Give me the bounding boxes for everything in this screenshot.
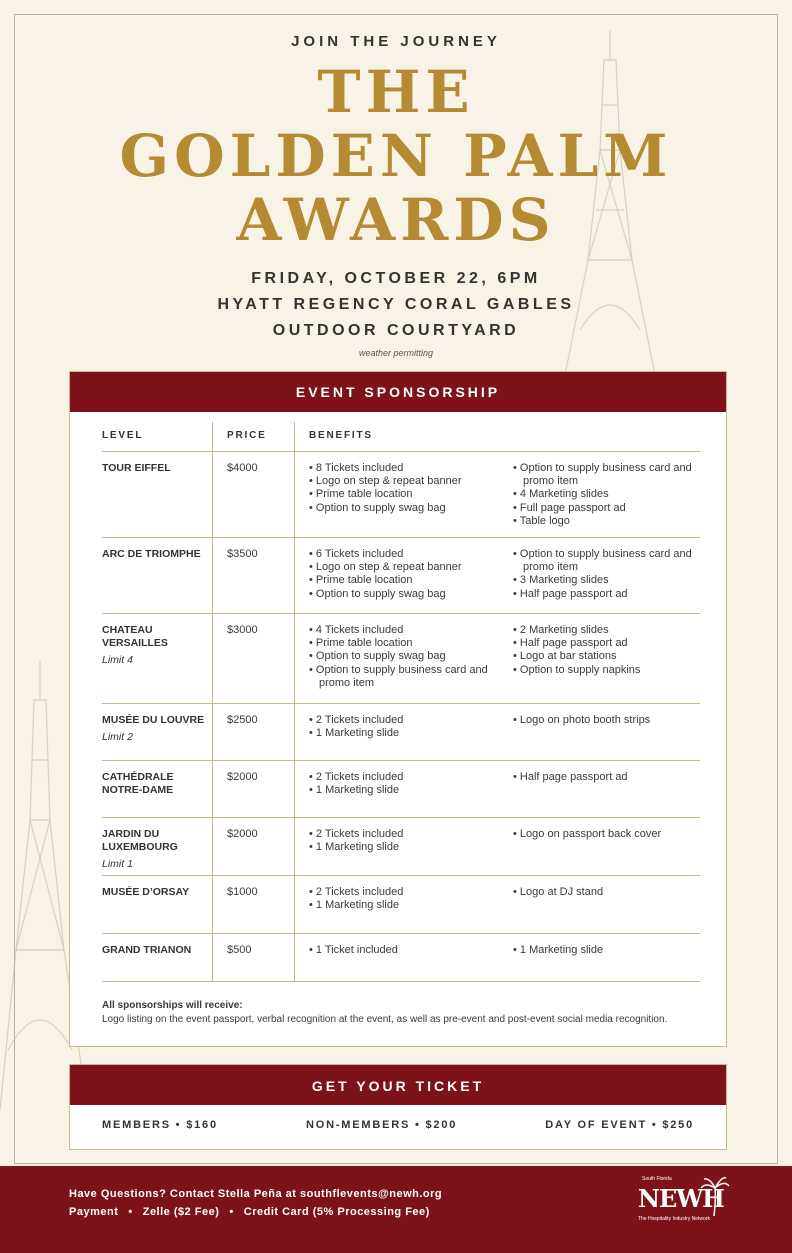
benefit-item: • Option to supply business card and promo item [513,462,700,488]
sponsor-level [102,761,212,817]
sponsor-level-name: MUSÉE DU LOUVRE [102,714,205,726]
sponsor-level [102,538,212,613]
column-header-level: LEVEL [102,430,144,441]
benefits-right-list [513,771,700,817]
benefits-right-list [513,828,700,875]
logo-name: NEWH [638,1184,724,1213]
sponsor-level-name: CHATEAU VERSAILLES [102,624,168,649]
benefit-item: • Logo at bar stations [513,650,700,663]
sponsor-level-name: GRAND TRIANON [102,944,192,956]
benefit-item: • Option to supply swag bag [309,650,513,663]
weather-note: weather permitting [358,348,434,358]
benefits-left-list [309,548,513,613]
benefit-item: • Option to supply business card and promo item [309,664,513,690]
benefit-item: • Half page passport ad [513,588,700,601]
title-line-2: GOLDEN PALM [119,122,673,190]
sponsor-level-name: JARDIN DU LUXEMBOURG [102,828,178,853]
event-venue: HYATT REGENCY CORAL GABLES [217,296,575,313]
sponsor-benefits [294,704,700,760]
benefit-item: • Prime table location [309,574,513,587]
benefit-item: • 2 Tickets included [309,714,513,727]
sponsor-level-name: CATHÉDRALE NOTRE-DAME [102,771,174,796]
benefit-item: • 4 Marketing slides [513,488,700,501]
sponsor-level [102,452,212,537]
benefits-left-list [309,944,513,981]
logo-tagline: The Hospitality Industry Network [638,1216,710,1222]
benefit-item: • 2 Tickets included [309,828,513,841]
sponsor-level [102,876,212,933]
sponsor-price: $500 [212,934,294,981]
benefit-item: • 1 Marketing slide [309,899,513,912]
sponsor-price: $2000 [212,818,294,875]
note-title: All sponsorships will receive: [102,1000,243,1011]
benefit-item: • Table logo [513,515,700,528]
sponsor-benefits [294,934,700,981]
benefits-left-list [309,828,513,875]
sponsor-limit: Limit 4 [102,654,133,666]
members-price: MEMBERS • $160 [102,1119,218,1131]
benefit-item: • 4 Tickets included [309,624,513,637]
payment-zelle: Zelle ($2 Fee) [142,1206,220,1218]
benefits-right-list [513,714,700,760]
table-row [102,934,700,982]
benefit-item: • 8 Tickets included [309,462,513,475]
benefit-item: • Logo on step & repeat banner [309,561,513,574]
sponsor-level-name: TOUR EIFFEL [102,462,171,474]
benefits-right-list [513,886,700,933]
sponsor-level-name: MUSÉE D’ORSAY [102,886,190,898]
table-row [102,614,700,704]
benefits-left-list [309,624,513,703]
logo-chapter: South Florida [642,1176,672,1182]
sponsor-price: $3000 [212,614,294,703]
footer [0,1166,792,1253]
benefit-item: • Half page passport ad [513,637,700,650]
table-row [102,452,700,538]
title-line-1: THE [317,58,475,126]
benefit-item: • 6 Tickets included [309,548,513,561]
benefit-item: • 1 Marketing slide [513,944,700,957]
table-row [102,704,700,761]
bullet-separator: • [128,1206,133,1218]
benefits-left-list [309,462,513,537]
sponsor-price: $3500 [212,538,294,613]
column-header-price: PRICE [212,422,294,451]
table-row [102,538,700,614]
event-date: FRIDAY, OCTOBER 22, 6PM [251,270,541,287]
contact-text: Have Questions? Contact Stella Peña at southflevents@newh.org [69,1188,443,1200]
sponsor-price: $4000 [212,452,294,537]
payment-card: Credit Card (5% Processing Fee) [243,1206,430,1218]
sponsor-benefits [294,818,700,875]
day-of-event-price: DAY OF EVENT • $250 [545,1119,694,1131]
benefit-item: • Logo on photo booth strips [513,714,700,727]
benefits-right-list [513,944,700,981]
sponsor-benefits [294,761,700,817]
table-header [102,422,700,452]
column-header-benefits: BENEFITS [294,422,700,451]
benefit-item: • Logo at DJ stand [513,886,700,899]
sponsor-limit: Limit 1 [102,858,133,870]
ticket-card [69,1064,727,1150]
ticket-heading: GET YOUR TICKET [70,1065,726,1105]
sponsor-level-name: ARC DE TRIOMPHE [102,548,201,560]
benefit-item: • 2 Marketing slides [513,624,700,637]
table-row [102,761,700,818]
sponsorship-heading: EVENT SPONSORSHIP [70,372,726,412]
sponsor-benefits [294,452,700,537]
sponsor-level [102,934,212,981]
event-title [0,60,792,252]
sponsor-price: $2500 [212,704,294,760]
newh-logo [638,1176,738,1236]
benefit-item: • 2 Tickets included [309,771,513,784]
benefits-right-list [513,462,700,537]
event-header [0,0,792,358]
table-row [102,818,700,876]
sponsor-price: $1000 [212,876,294,933]
bullet-separator: • [229,1206,234,1218]
payment-label: Payment [69,1206,119,1218]
benefit-item: • 1 Marketing slide [309,784,513,797]
sponsor-benefits [294,876,700,933]
event-details [0,266,792,344]
sponsor-level [102,818,212,875]
benefit-item: • Option to supply business card and promo item [513,548,700,574]
benefit-item: • 1 Ticket included [309,944,513,957]
benefit-item: • Option to supply swag bag [309,502,513,515]
event-location: OUTDOOR COURTYARD [272,322,520,339]
benefit-item: • Logo on step & repeat banner [309,475,513,488]
benefit-item: • Logo on passport back cover [513,828,700,841]
benefit-item: • 3 Marketing slides [513,574,700,587]
sponsorship-table [102,422,700,982]
benefit-item: • Prime table location [309,488,513,501]
benefit-item: • Option to supply swag bag [309,588,513,601]
sponsor-limit: Limit 2 [102,731,133,743]
sponsorship-note [102,999,667,1027]
non-members-price: NON-MEMBERS • $200 [305,1119,458,1131]
benefit-item: • Prime table location [309,637,513,650]
benefit-item: • 1 Marketing slide [309,727,513,740]
benefits-left-list [309,771,513,817]
payment-line [69,1206,430,1218]
sponsorship-card [69,371,727,1047]
sponsor-benefits [294,614,700,703]
benefit-item: • 2 Tickets included [309,886,513,899]
sponsor-price: $2000 [212,761,294,817]
benefit-item: • 1 Marketing slide [309,841,513,854]
note-text: Logo listing on the event passport, verbal recognition at the event, as well as pre-event and post-event social media recognition. [102,1014,668,1025]
kicker-text: JOIN THE JOURNEY [291,33,501,50]
benefit-item: • Half page passport ad [513,771,700,784]
benefit-item: • Option to supply napkins [513,664,700,677]
palm-icon [700,1176,730,1216]
sponsor-benefits [294,538,700,613]
benefits-left-list [309,714,513,760]
benefits-right-list [513,548,700,613]
sponsor-level [102,704,212,760]
benefit-item: • Full page passport ad [513,502,700,515]
benefits-right-list [513,624,700,703]
ticket-prices [70,1105,726,1131]
benefits-left-list [309,886,513,933]
table-row [102,876,700,934]
sponsor-level [102,614,212,703]
title-line-3: AWARDS [236,186,556,254]
